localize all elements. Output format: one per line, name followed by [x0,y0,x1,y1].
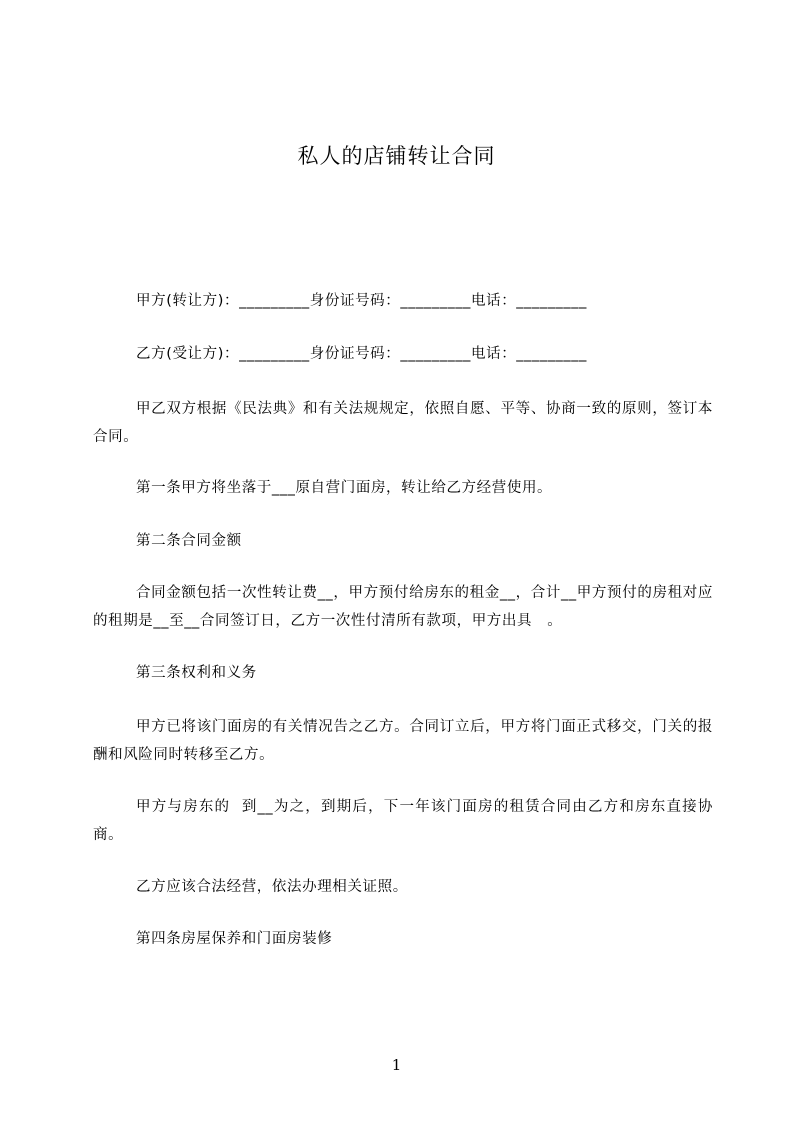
article-3-paragraph-3: 乙方应该合法经营，依法办理相关证照。 [136,879,408,895]
article-2-heading: 第二条合同金额 [136,533,242,549]
page-number: 1 [391,1056,402,1074]
preamble-paragraph: 甲乙双方根据《民法典》和有关法规规定，依照自愿、平等、协商一致的原则，签订本合同。 [93,401,713,445]
article-4-heading: 第四条房屋保养和门面房装修 [136,931,333,947]
article-2-body: 合同金额包括一次性转让费__，甲方预付给房东的租金__，合计__甲方预付的房租对应的租期是__至__合同签订日，乙方一次性付清所有款项，甲方出具 。 [93,585,713,629]
article-3-heading: 第三条权利和义务 [136,665,257,681]
article-3-paragraph-2: 甲方与房东的 到__为之，到期后，下一年该门面房的租赁合同由乙方和房东直接协商。 [93,799,713,843]
party-b-line: 乙方(受让方)：_________身份证号码：_________电话：_________ [136,346,587,362]
document-title: 私人的店铺转让合同 [297,144,496,168]
party-a-line: 甲方(转让方)：_________身份证号码：_________电话：_________ [136,293,587,309]
article-1: 第一条甲方将坐落于___原自营门面房，转让给乙方经营使用。 [136,480,553,496]
article-3-paragraph-1: 甲方已将该门面房的有关情况告之乙方。合同订立后，甲方将门面正式移交，门关的报酬和风险同时转移至乙方。 [93,719,713,763]
